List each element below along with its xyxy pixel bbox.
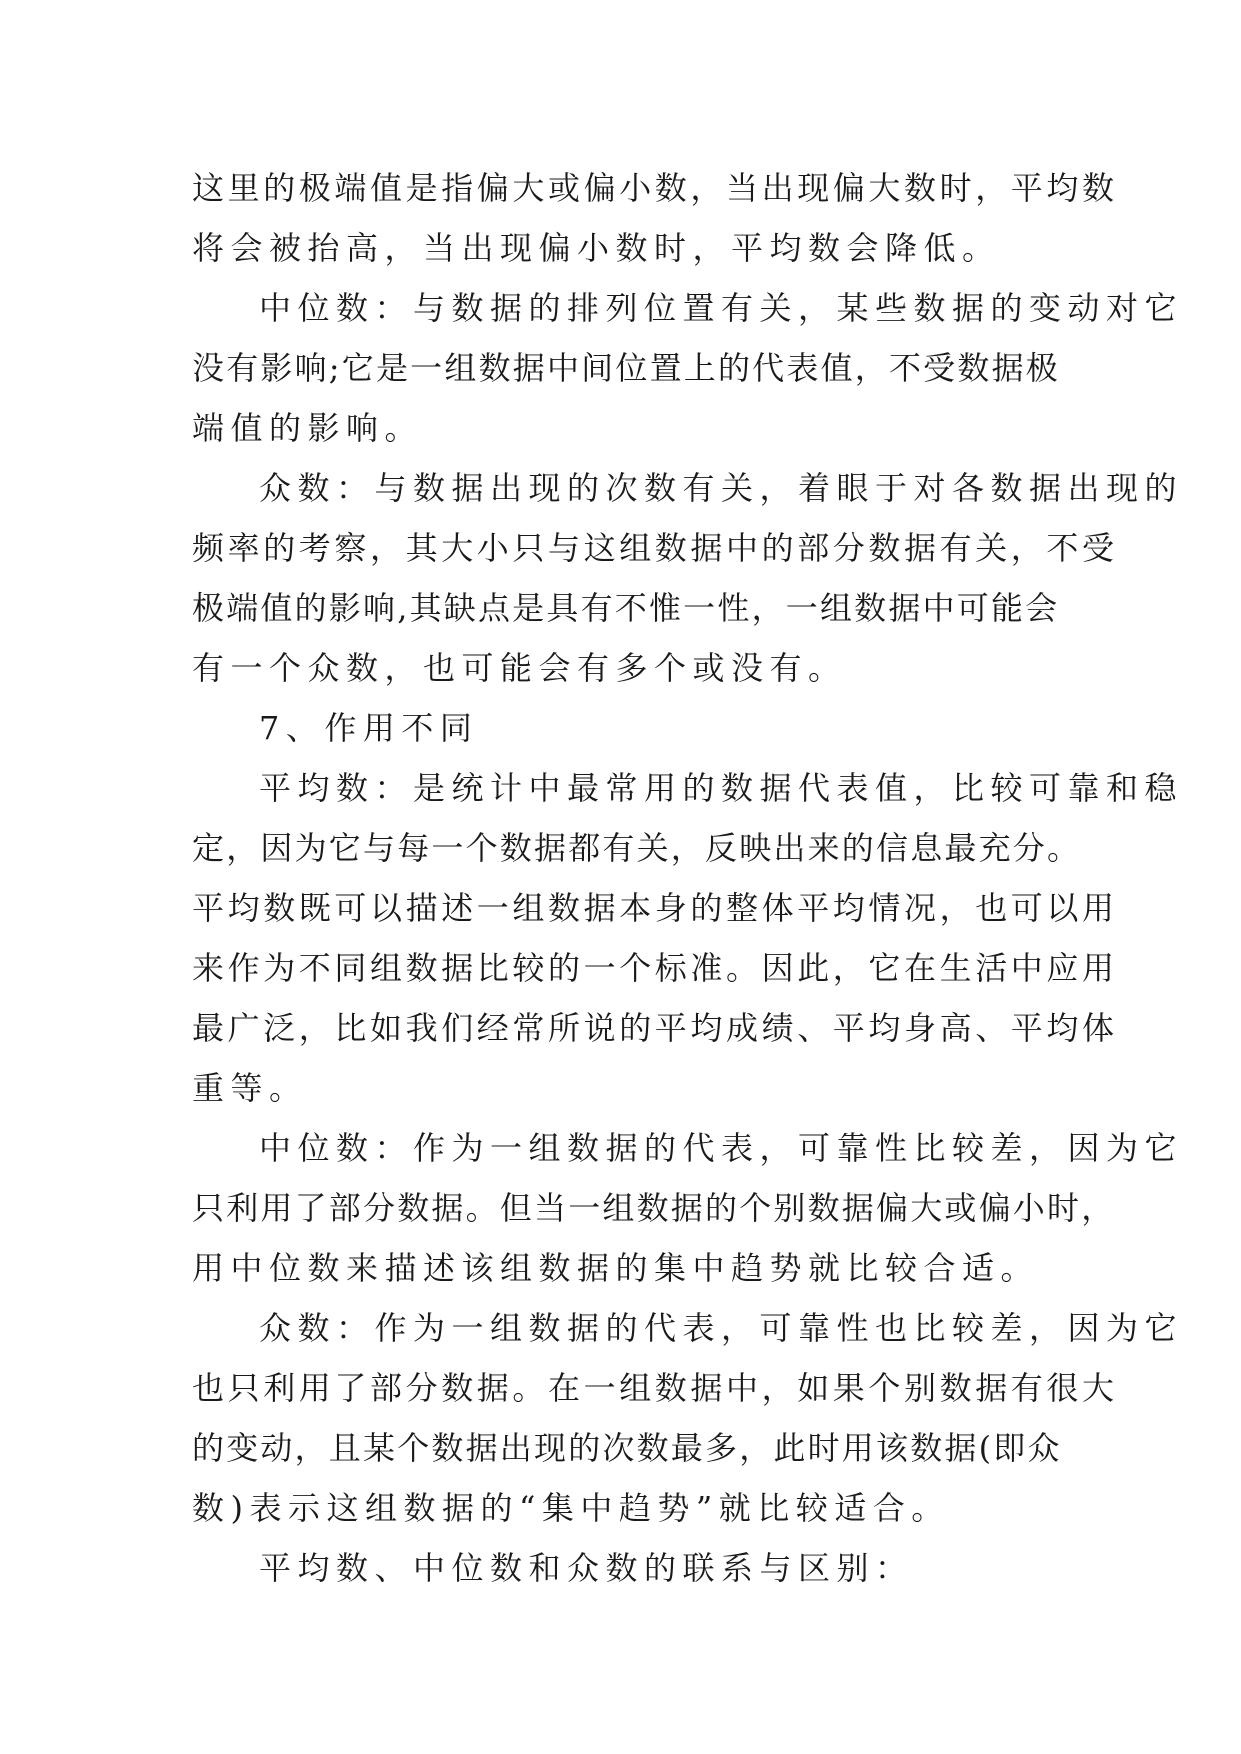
body-text-line: 极端值的影响,其缺点是具有不惟一性，一组数据中可能会 — [192, 589, 1060, 627]
body-text-line: 数)表示这组数据的“集中趋势”就比较适合。 — [192, 1489, 950, 1527]
paragraph-first-line: 中位数：与数据的排列位置有关，某些数据的变动对它 — [259, 289, 1184, 327]
body-text-line: 来作为不同组数据比较的一个标准。因此，它在生活中应用 — [192, 949, 1118, 987]
paragraph-first-line: 中位数：作为一组数据的代表，可靠性比较差，因为它 — [259, 1129, 1184, 1167]
body-text-line: 的变动，且某个数据出现的次数最多，此时用该数据(即众 — [192, 1429, 1062, 1467]
section-heading: 7、作用不同 — [259, 709, 479, 747]
body-text-line: 平均数既可以描述一组数据本身的整体平均情况，也可以用 — [192, 889, 1118, 927]
body-text-line: 只利用了部分数据。但当一组数据的个别数据偏大或偏小时， — [192, 1189, 1116, 1227]
body-text-line: 重等。 — [192, 1069, 308, 1107]
body-text-line: 有一个众数，也可能会有多个或没有。 — [192, 649, 847, 687]
paragraph-first-line: 众数：与数据出现的次数有关，着眼于对各数据出现的 — [259, 469, 1184, 507]
body-text-line: 频率的考察，其大小只与这组数据中的部分数据有关，不受 — [192, 529, 1118, 567]
body-text-line: 也只利用了部分数据。在一组数据中，如果个别数据有很大 — [192, 1369, 1118, 1407]
body-text-line: 最广泛，比如我们经常所说的平均成绩、平均身高、平均体 — [192, 1009, 1118, 1047]
body-text-line: 没有影响;它是一组数据中间位置上的代表值，不受数据极 — [192, 349, 1060, 387]
body-text-line: 这里的极端值是指偏大或偏小数，当出现偏大数时，平均数 — [192, 169, 1118, 207]
paragraph-first-line: 平均数：是统计中最常用的数据代表值，比较可靠和稳 — [259, 769, 1184, 807]
paragraph-first-line: 平均数、中位数和众数的联系与区别： — [259, 1549, 914, 1587]
body-text-line: 端值的影响。 — [192, 409, 424, 447]
body-text-line: 将会被抬高，当出现偏小数时，平均数会降低。 — [192, 229, 1001, 267]
body-text-line: 用中位数来描述该组数据的集中趋势就比较合适。 — [192, 1249, 1040, 1287]
body-text-line: 定，因为它与每一个数据都有关，反映出来的信息最充分。 — [192, 829, 1082, 867]
paragraph-first-line: 众数：作为一组数据的代表，可靠性也比较差，因为它 — [259, 1309, 1184, 1347]
